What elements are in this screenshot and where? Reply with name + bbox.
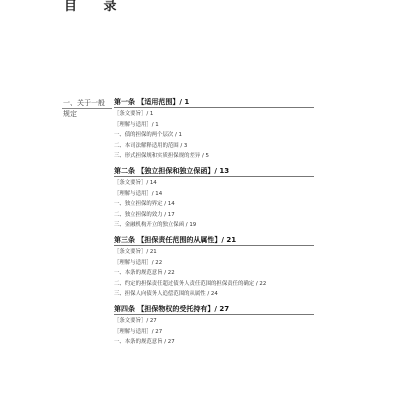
toc-entry[interactable]: ［理解与适用］/ 22 (114, 259, 163, 266)
toc-article (114, 165, 394, 231)
article-divider (114, 314, 314, 315)
chapter-title: 一、关于一般规定 (63, 99, 105, 118)
toc-article (114, 234, 394, 300)
article-heading[interactable]: 第二条 【独立担保和独立保函】/ 13 (114, 166, 230, 175)
toc-article (114, 96, 394, 162)
toc-entry[interactable]: 三、担保人向债务人追偿范围的从属性 / 24 (114, 291, 218, 298)
toc-entry[interactable]: ［条文要旨］/ 1 (114, 111, 154, 117)
toc-entries (114, 96, 394, 348)
toc-entry[interactable]: 二、本司法解释适用的范围 / 3 (114, 142, 188, 149)
toc-entry[interactable]: 一、债的担保的两个层次 / 1 (114, 132, 182, 139)
toc-entry[interactable]: ［理解与适用］/ 27 (114, 328, 163, 335)
article-heading[interactable]: 第四条 【担保物权的受托持有】/ 27 (114, 304, 230, 313)
toc-entry[interactable]: ［理解与适用］/ 1 (114, 121, 159, 128)
article-divider (114, 107, 314, 108)
toc-entry[interactable]: ［理解与适用］/ 14 (114, 190, 163, 197)
article-divider (114, 245, 314, 246)
toc-article (114, 303, 394, 348)
toc-entry[interactable]: 二、约定的担保责任超过债务人责任范围的担保责任的确定 / 22 (114, 280, 267, 287)
toc-entry[interactable]: 一、独立担保的界定 / 14 (114, 201, 175, 208)
toc-entry[interactable]: 一、本条的规范意旨 / 22 (114, 270, 175, 277)
page-title: 目 录 (64, 0, 128, 14)
chapter-divider (62, 108, 112, 109)
article-divider (114, 176, 314, 177)
toc-entry[interactable]: 一、本条的规范意旨 / 27 (114, 339, 175, 346)
toc-entry[interactable]: 三、形式担保规和实质担保规的差异 / 5 (114, 153, 209, 160)
toc-entry[interactable]: ［条文要旨］/ 21 (114, 248, 157, 255)
article-heading[interactable]: 第一条 【适用范围】/ 1 (114, 98, 190, 106)
toc-entry[interactable]: 二、独立担保的效力 / 17 (114, 211, 175, 218)
toc-entry[interactable]: 三、金融机构开立的独立保函 / 19 (114, 222, 197, 229)
article-heading[interactable]: 第三条 【担保责任范围的从属性】/ 21 (114, 235, 237, 244)
toc-entry[interactable]: ［条文要旨］/ 14 (114, 179, 157, 186)
toc-entry[interactable]: ［条文要旨］/ 27 (114, 317, 157, 324)
